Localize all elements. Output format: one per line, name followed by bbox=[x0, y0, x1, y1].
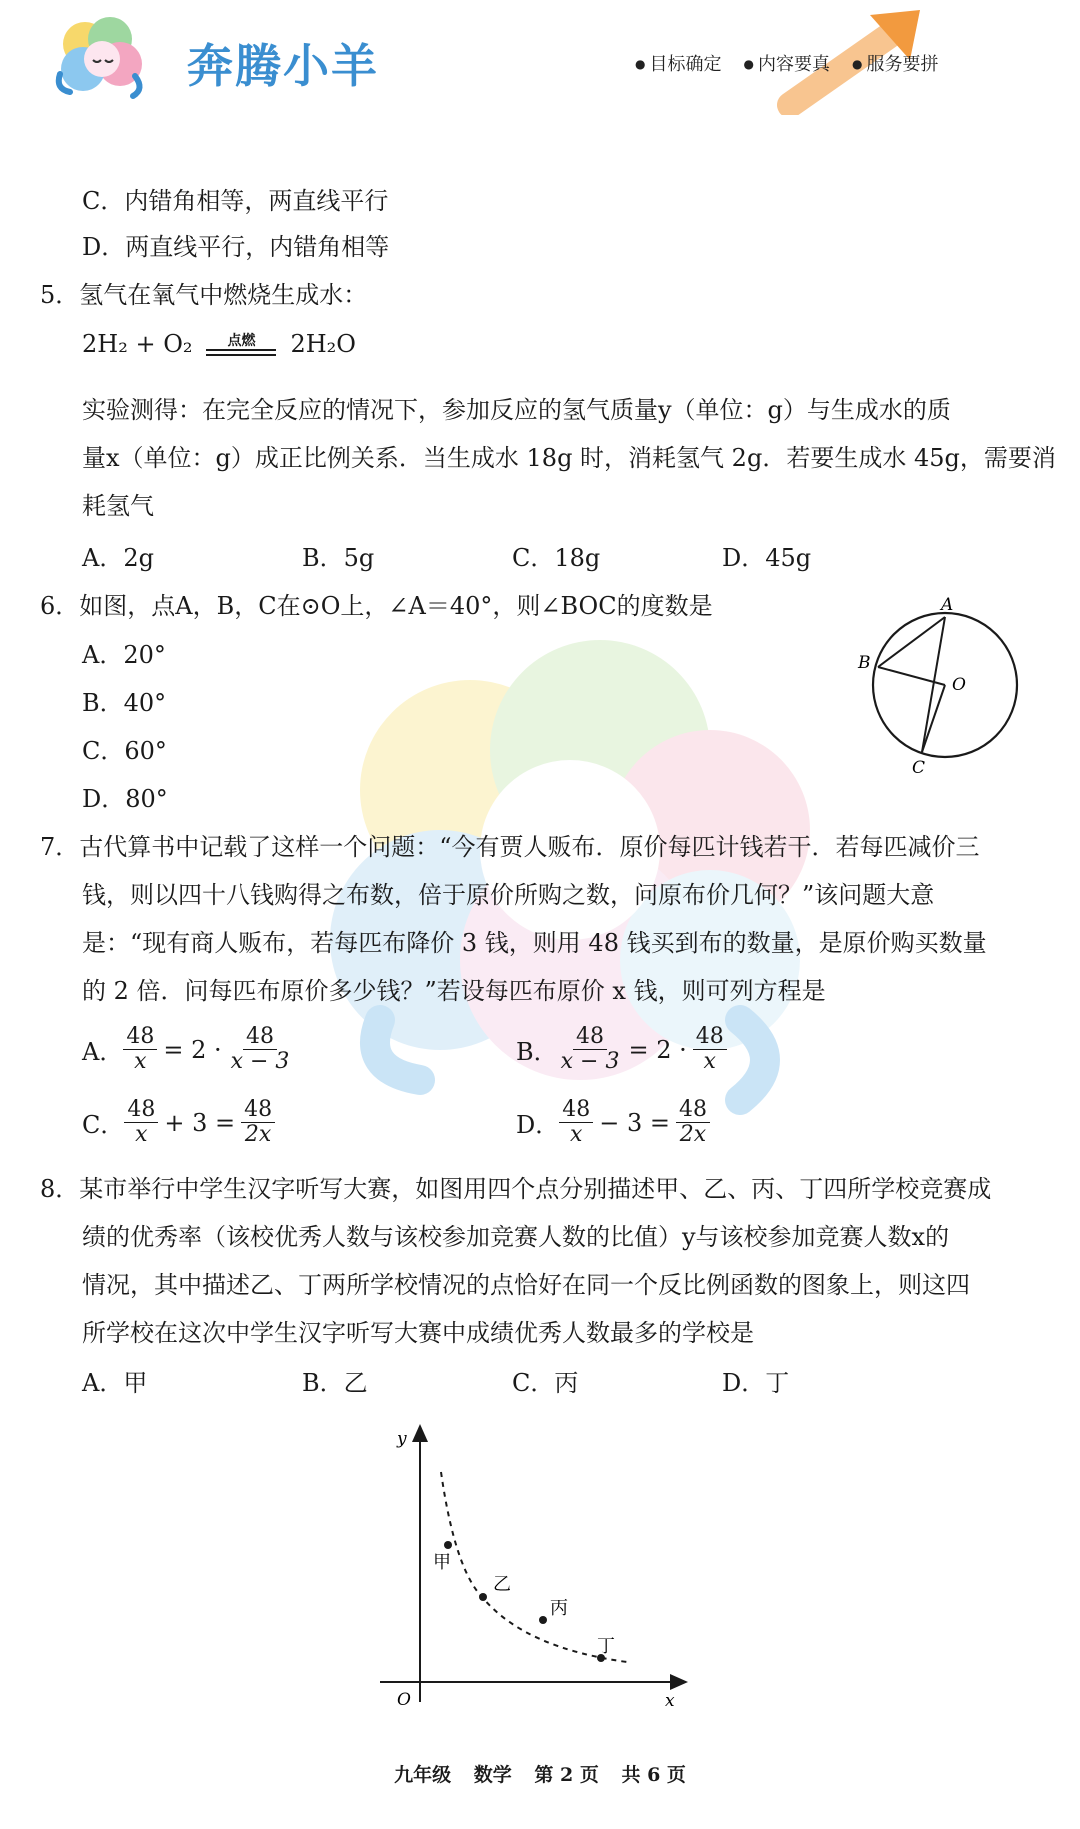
q6-stem: 6．如图，点A，B，C在⊙O上，∠A＝40°，则∠BOC的度数是 bbox=[40, 592, 713, 620]
footer-page: 第 2 页 bbox=[534, 1764, 599, 1786]
point-jia bbox=[444, 1541, 452, 1549]
q5-option-a: A．2g bbox=[82, 544, 154, 572]
label-yi: 乙 bbox=[493, 1574, 511, 1595]
slogan-content: ● 内容要真 bbox=[743, 50, 829, 76]
slogan-service: ● 服务要拼 bbox=[852, 50, 938, 76]
label-jia: 甲 bbox=[433, 1552, 451, 1573]
q5-option-d: D．45g bbox=[722, 544, 812, 572]
q5-text-line2: 量x（单位：g）成正比例关系．当生成水 18g 时，消耗氢气 2g．若要生成水 45g，需要消 bbox=[82, 444, 1056, 472]
q7-line3: 是：“现有商人贩布，若每匹布降价 3 钱，则用 48 钱买到布的数量，是原价购买数量 bbox=[82, 929, 987, 957]
x-axis-label: x bbox=[665, 1691, 675, 1711]
q5-equation bbox=[82, 330, 356, 358]
equation-right: 2H₂O bbox=[290, 330, 356, 358]
q8-option-b: B．乙 bbox=[302, 1369, 368, 1397]
inverse-function-graph bbox=[375, 1420, 695, 1720]
q7-option-c: C． $\frac{48}{x}$ + 3 = $\frac{48}{2x}$ bbox=[82, 1098, 275, 1147]
q5-text-line1: 实验测得：在完全反应的情况下，参加反应的氢气质量y（单位：g）与生成水的质 bbox=[82, 396, 951, 424]
footer-total: 共 6 页 bbox=[621, 1764, 686, 1786]
q8-option-c: C．丙 bbox=[512, 1369, 579, 1397]
footer-grade: 九年级 bbox=[394, 1764, 452, 1786]
equation-left: 2H₂ + O₂ bbox=[82, 330, 193, 358]
label-bing: 丙 bbox=[550, 1598, 568, 1619]
q7-line1: 7．古代算书中记载了这样一个问题：“今有贾人贩布．原价每匹计钱若干．若每匹减价三 bbox=[40, 833, 980, 861]
reaction-condition: 点燃 bbox=[227, 332, 256, 349]
q4-option-d: D．两直线平行，内错角相等 bbox=[82, 233, 390, 261]
q7-line4: 的 2 倍．问每匹布原价多少钱？”若设每匹布原价 x 钱，则可列方程是 bbox=[82, 977, 826, 1005]
label-ding: 丁 bbox=[597, 1636, 615, 1657]
point-bing bbox=[539, 1616, 547, 1624]
q6-option-b: B．40° bbox=[82, 689, 167, 717]
q8-line2: 绩的优秀率（该校优秀人数与该校参加竞赛人数的比值）y与该校参加竞赛人数x的 bbox=[82, 1223, 950, 1251]
q8-option-d: D．丁 bbox=[722, 1369, 790, 1397]
label-a: A bbox=[941, 595, 954, 615]
q8-line4: 所学校在这次中学生汉字听写大赛中成绩优秀人数最多的学校是 bbox=[82, 1319, 754, 1347]
q7-option-d: D． $\frac{48}{x}$ − 3 = $\frac{48}{2x}$ bbox=[516, 1098, 710, 1147]
q5-text-line3: 耗氢气 bbox=[82, 492, 154, 520]
label-c: C bbox=[912, 758, 926, 778]
q6-option-a: A．20° bbox=[82, 641, 166, 669]
q7-option-b: B． $\frac{48}{x - 3}$ = 2 · $\frac{48}{x}$ bbox=[516, 1025, 727, 1074]
q7-option-a: A． $\frac{48}{x}$ = 2 · $\frac{48}{x - 3}$ bbox=[82, 1024, 290, 1074]
label-b: B bbox=[858, 653, 871, 673]
sheep-logo-icon bbox=[55, 14, 145, 104]
q8-line1: 8．某市举行中学生汉字听写大赛，如图用四个点分别描述甲、乙、丙、丁四所学校竞赛成 bbox=[40, 1175, 992, 1203]
q5-option-b: B．5g bbox=[302, 544, 375, 572]
q8-line3: 情况，其中描述乙、丁两所学校情况的点恰好在同一个反比例函数的图象上，则这四 bbox=[82, 1271, 970, 1299]
q7-line2: 钱，则以四十八钱购得之布数，倍于原价所购之数，问原布价几何？”该问题大意 bbox=[82, 881, 935, 909]
label-o: O bbox=[952, 675, 966, 695]
q5-stem: 5．氢气在氧气中燃烧生成水： bbox=[40, 281, 368, 309]
brand-logo bbox=[55, 14, 385, 104]
slogan-goal: ● 目标确定 bbox=[635, 50, 721, 76]
radius-oc bbox=[922, 685, 945, 752]
y-axis-label: y bbox=[397, 1429, 407, 1449]
page-footer bbox=[0, 1760, 1080, 1787]
circle-figure bbox=[850, 590, 1030, 780]
q8-option-a: A．甲 bbox=[82, 1369, 148, 1397]
inverse-curve bbox=[441, 1472, 627, 1662]
q6-option-d: D．80° bbox=[82, 785, 168, 813]
q6-option-c: C．60° bbox=[82, 737, 167, 765]
header-slogans bbox=[635, 50, 938, 76]
origin-label: O bbox=[397, 1690, 411, 1710]
point-yi bbox=[479, 1593, 487, 1601]
q4-option-c: C．内错角相等，两直线平行 bbox=[82, 187, 389, 215]
brand-name: 奔腾小羊 bbox=[187, 39, 379, 93]
q5-option-c: C．18g bbox=[512, 544, 601, 572]
footer-subject: 数学 bbox=[473, 1764, 512, 1786]
reaction-arrow bbox=[206, 333, 276, 356]
